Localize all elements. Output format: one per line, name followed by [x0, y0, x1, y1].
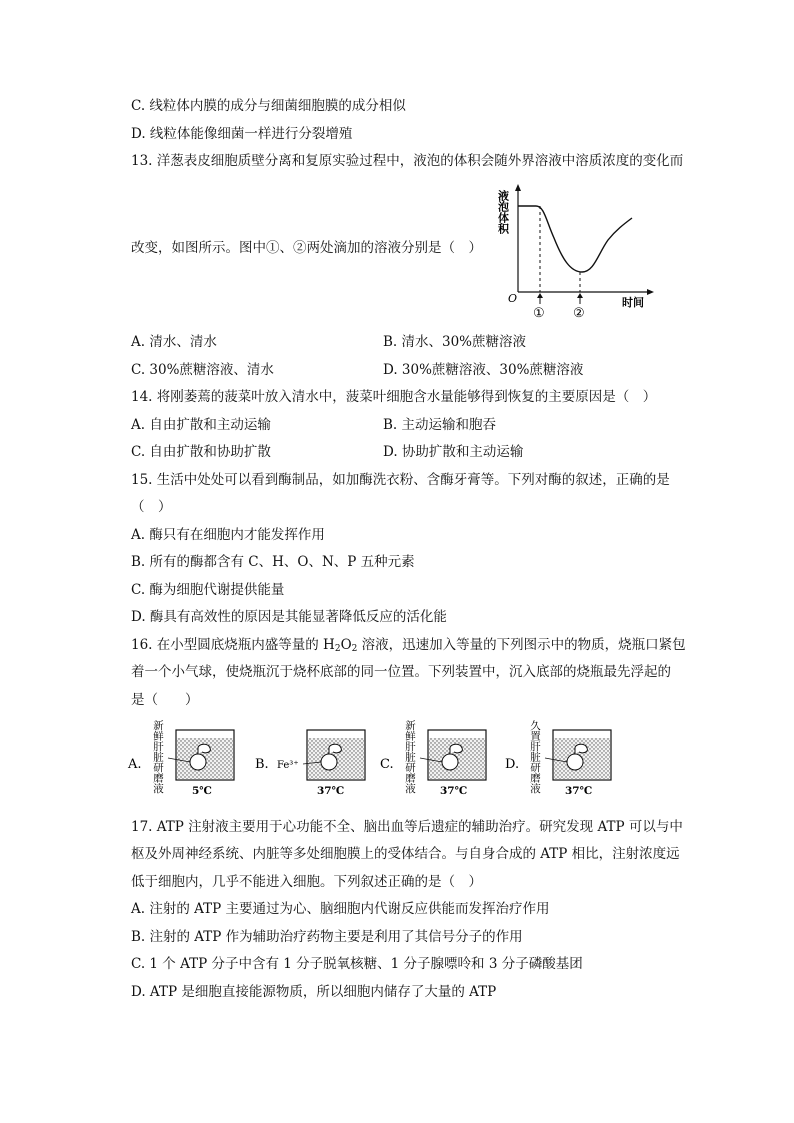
- q13-option-c: C. 30%蔗糖溶液、清水: [131, 362, 274, 378]
- q13-option-a: A. 清水、清水: [131, 334, 217, 350]
- q16-stem-line3: 是（ ）: [131, 692, 199, 708]
- q13-stem-line2: 改变，如图所示。图中①、②两处滴加的溶液分别是（ ）: [131, 240, 482, 256]
- q15-option-a: A. 酶只有在细胞内才能发挥作用: [131, 527, 325, 543]
- q17-option-a: A. 注射的 ATP 主要通过为心、脑细胞内代谢反应供能而发挥治疗作用: [131, 901, 550, 917]
- q17-stem-line2: 枢及外周神经系统、内脏等多处细胞膜上的受体结合。与自身合成的 ATP 相比，注射浓度远: [131, 846, 680, 862]
- q16-a-letter: A.: [128, 757, 142, 772]
- q16-stem-line1: 16. 在小型圆底烧瓶内盛等量的 $H_2O_2$ 溶液，迅速加入等量的下列图示中的物质，烧瓶口紧包: [131, 637, 686, 654]
- q16-d-letter: D.: [505, 757, 520, 772]
- q16-beaker-b: [255, 716, 375, 806]
- q16-beaker-d: [505, 716, 625, 806]
- q13-mark-2: ②: [573, 306, 585, 321]
- q15-option-d: D. 酶具有高效性的原因是其能显著降低反应的活化能: [131, 609, 447, 625]
- q17-stem-line1: 17. ATP 注射液主要用于心功能不全、脑出血等后遗症的辅助治疗。研究发现 ATP 可以与中: [131, 819, 683, 835]
- q16-beaker-a: [128, 716, 248, 806]
- q16-beaker-c: [380, 716, 500, 806]
- q12-option-d: D. 线粒体能像细菌一样进行分裂增殖: [131, 126, 353, 142]
- q13-option-d: D. 30%蔗糖溶液、30%蔗糖溶液: [383, 362, 584, 378]
- q16-a-temp: 5℃: [192, 785, 212, 797]
- q14-stem: 14. 将刚萎蔫的菠菜叶放入清水中，菠菜叶细胞含水量能够得到恢复的主要原因是（ ）: [131, 389, 657, 405]
- q16-c-letter: C.: [380, 757, 394, 772]
- q16-d-temp: 37℃: [565, 785, 593, 797]
- q16-b-temp: 37℃: [317, 785, 345, 797]
- q15-option-b: B. 所有的酶都含有 C、H、O、N、P 五种元素: [131, 554, 415, 570]
- q14-option-d: D. 协助扩散和主动运输: [383, 444, 524, 460]
- q16-c-temp: 37℃: [440, 785, 468, 797]
- q17-option-d: D. ATP 是细胞直接能源物质，所以细胞内储存了大量的 ATP: [131, 984, 497, 1000]
- q16-b-side-label: Fe³⁺: [277, 760, 299, 771]
- q13-origin-label: O: [508, 292, 518, 305]
- q16-d-side-label: 久置肝脏研磨液: [529, 720, 541, 794]
- q17-option-b: B. 注射的 ATP 作为辅助治疗药物主要是利用了其信号分子的作用: [131, 929, 523, 945]
- q13-x-axis-label: 时间: [622, 296, 644, 309]
- q17-option-c: C. 1 个 ATP 分子中含有 1 分子脱氧核糖、1 分子腺嘌呤和 3 分子磷酸基团: [131, 956, 583, 972]
- q14-option-c: C. 自由扩散和协助扩散: [131, 444, 271, 460]
- q14-option-b: B. 主动运输和胞吞: [383, 417, 497, 433]
- q15-stem-line1: 15. 生活中处处可以看到酶制品，如加酶洗衣粉、含酶牙膏等。下列对酶的叙述，正确的是: [131, 472, 670, 488]
- q16-b-letter: B.: [255, 757, 269, 772]
- q15-stem-line2: （ ）: [131, 499, 172, 515]
- q13-option-b: B. 清水、30%蔗糖溶液: [383, 334, 527, 350]
- q17-stem-line3: 低于细胞内，几乎不能进入细胞。下列叙述正确的是（ ）: [131, 874, 482, 890]
- q16-c-side-label: 新鲜肝脏研磨液: [404, 720, 416, 794]
- q13-vacuole-volume-graph: [496, 180, 660, 321]
- q16-stem-line2: 着一个小气球，使烧瓶沉于烧杯底部的同一位置。下列装置中，沉入底部的烧瓶最先浮起的: [131, 664, 671, 680]
- q12-option-c: C. 线粒体内膜的成分与细菌细胞膜的成分相似: [131, 98, 406, 114]
- q15-option-c: C. 酶为细胞代谢提供能量: [131, 582, 285, 598]
- q13-curve: [518, 206, 632, 272]
- q13-y-axis-label: 液泡体积: [496, 190, 510, 234]
- q16-a-side-label: 新鲜肝脏研磨液: [152, 720, 164, 794]
- q13-mark-1: ①: [533, 306, 545, 321]
- q14-option-a: A. 自由扩散和主动运输: [131, 417, 271, 433]
- q13-stem-line1: 13. 洋葱表皮细胞质壁分离和复原实验过程中，液泡的体积会随外界溶液中溶质浓度的变化而: [131, 153, 684, 169]
